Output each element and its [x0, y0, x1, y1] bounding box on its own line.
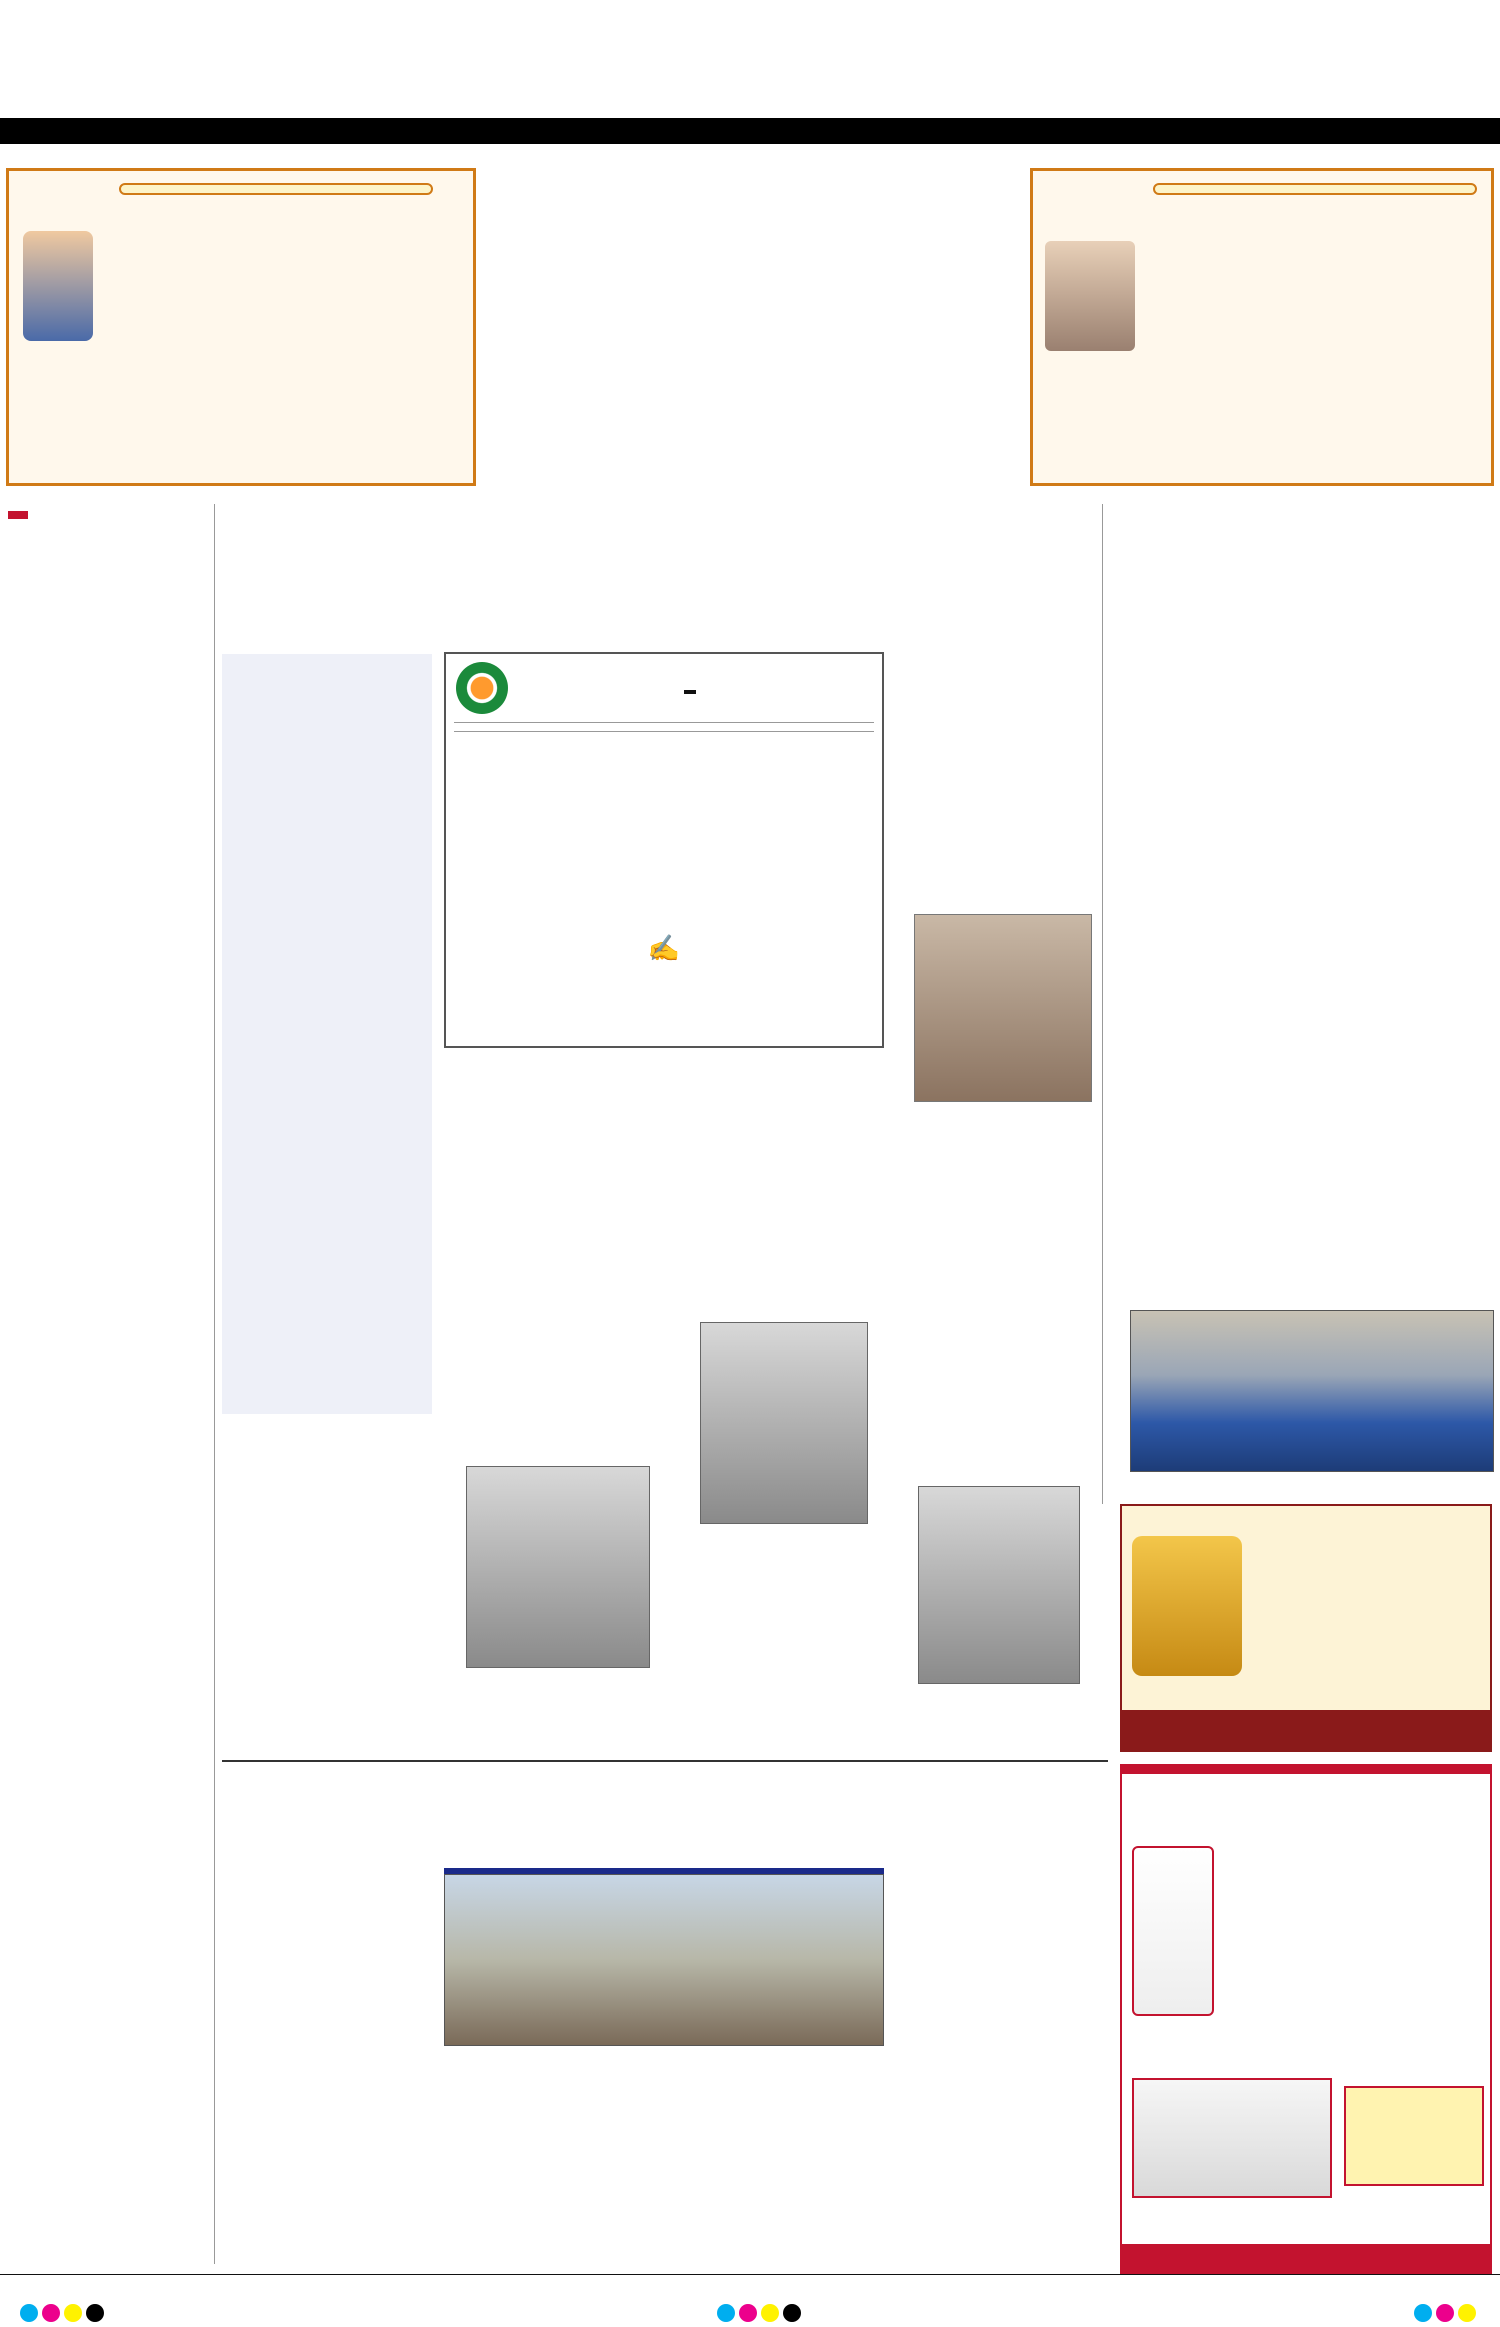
brief-2-text	[8, 1041, 208, 1651]
lead-text-2	[444, 1058, 884, 1298]
column-rule-right	[1102, 504, 1103, 1504]
office-grill-story	[1110, 504, 1494, 788]
yellow-swatch	[761, 2304, 779, 2322]
kayam-box	[1132, 2078, 1332, 2198]
ad-left-question	[119, 183, 433, 195]
footer	[0, 2282, 1500, 2302]
bottom-story-text-4	[892, 1862, 1102, 2266]
kayam-header-2	[1122, 1774, 1490, 1782]
accumass-ad[interactable]	[1120, 1504, 1492, 1752]
accumass-phone	[1122, 1506, 1490, 1510]
brief-1-text	[8, 533, 208, 1033]
footer-rule	[0, 2274, 1500, 2275]
top-story-text	[490, 168, 1010, 428]
lotus-icon	[456, 662, 508, 714]
kayam-ad[interactable]	[1120, 1764, 1492, 2274]
sneezing-person-icon	[23, 231, 93, 341]
sneezing-man-photo	[1045, 241, 1135, 351]
top-story	[490, 164, 1010, 494]
magenta-swatch	[1436, 2304, 1454, 2322]
notice-title	[454, 722, 874, 732]
cyan-swatch	[20, 2304, 38, 2322]
woman-portrait-photo	[914, 914, 1092, 1102]
bottom-story-photo-block	[444, 1868, 884, 2088]
yellow-swatch	[1458, 2304, 1476, 2322]
notice-party	[684, 690, 696, 694]
kayam-body	[1226, 1842, 1482, 2072]
kayam-header	[1122, 1766, 1490, 1774]
man-portrait-photo-1	[700, 1322, 868, 1524]
color-swatch-group	[20, 2304, 108, 2324]
lead-intro-box	[222, 654, 432, 1414]
signature: ✍	[647, 934, 681, 964]
yellow-swatch	[64, 2304, 82, 2322]
color-swatch-group	[717, 2304, 805, 2324]
magenta-swatch	[42, 2304, 60, 2322]
black-swatch	[783, 2304, 801, 2322]
bottom-story-text-2	[444, 2110, 884, 2266]
accumass-jar	[1132, 1536, 1242, 1676]
kayam-bottle	[1132, 1846, 1214, 2016]
accumass-footer	[1122, 1710, 1490, 1750]
sankhepare-label	[8, 511, 28, 519]
ad-swine-flu-left[interactable]	[6, 168, 476, 486]
sankhepare-column	[8, 504, 208, 2264]
info-bar	[0, 118, 1500, 144]
ad-right-question	[1153, 183, 1477, 195]
lead-text-4	[892, 1176, 1092, 1476]
masthead-logo	[600, 6, 900, 106]
office-grill-text	[1110, 508, 1494, 788]
lead-text-6	[660, 1560, 880, 1710]
brief-3-text	[8, 1659, 208, 1859]
kayam-footer	[1122, 2244, 1490, 2272]
notice-body	[446, 736, 882, 934]
bottom-story-col-1	[222, 1862, 432, 2246]
bjp-notice	[444, 652, 884, 1048]
magenta-swatch	[739, 2304, 757, 2322]
lead-text-3	[222, 1424, 432, 1574]
cyan-swatch	[717, 2304, 735, 2322]
formalin-barrels-photo	[1130, 1310, 1494, 1472]
registration-marks	[20, 2304, 1480, 2324]
ad-swine-flu-right[interactable]	[1030, 168, 1494, 486]
formalin-story	[1110, 840, 1494, 1212]
cyan-swatch	[1414, 2304, 1432, 2322]
column-rule	[214, 504, 215, 2264]
black-swatch	[86, 2304, 104, 2322]
bottom-story-text-1	[222, 1866, 432, 2246]
color-swatch-group	[1414, 2304, 1480, 2324]
protest-photo	[444, 1874, 884, 2046]
kayam-tablet-note	[1344, 2086, 1484, 2186]
man-portrait-photo-2	[466, 1466, 650, 1668]
bottom-rule	[222, 1760, 1108, 1762]
man-portrait-photo-3	[918, 1486, 1080, 1684]
formalin-text	[1110, 844, 1494, 1212]
